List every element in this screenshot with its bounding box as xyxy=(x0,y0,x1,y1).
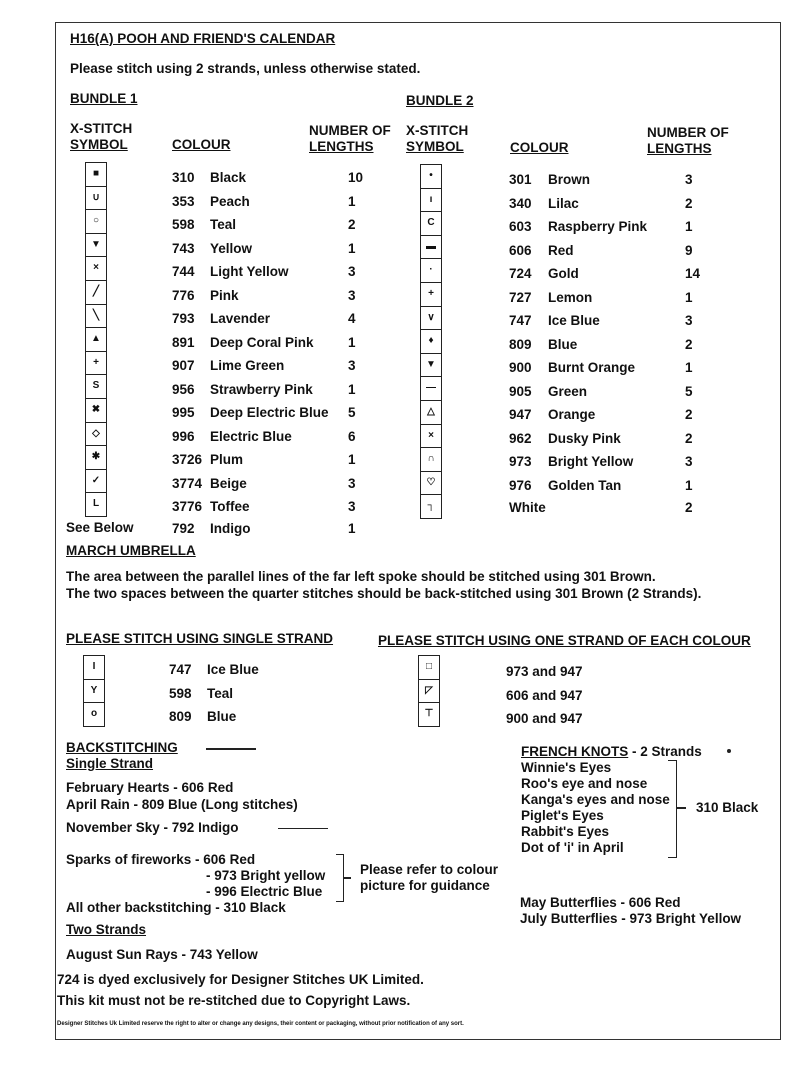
colour-name: Toffee xyxy=(210,499,250,514)
colour-name: Golden Tan xyxy=(548,477,622,493)
colour-code: 340 xyxy=(509,195,532,211)
colour-name: White xyxy=(509,500,546,515)
february-hearts: February Hearts - 606 Red xyxy=(66,780,234,795)
colour-length-count: 1 xyxy=(348,240,356,256)
french-knots-strands: - 2 Strands xyxy=(628,744,702,759)
colour-length-count: 3 xyxy=(348,358,356,373)
colour-code: 907 xyxy=(172,358,195,373)
french-brace-tick xyxy=(676,807,686,809)
colour-length-count: 3 xyxy=(685,172,693,187)
stitch-symbol-icon: ♡ xyxy=(421,472,441,496)
colour-code: 598 xyxy=(169,685,192,701)
colour-length-count: 3 xyxy=(348,499,356,514)
french-knots-header xyxy=(521,744,702,759)
stitch-symbol-icon: — xyxy=(421,377,441,401)
stitch-symbol-icon: ▲ xyxy=(86,328,106,352)
colour-name: Light Yellow xyxy=(210,264,289,279)
colour-name: Blue xyxy=(548,336,578,352)
colour-code: 598 xyxy=(172,217,195,232)
sparks-973: - 973 Bright yellow xyxy=(206,868,326,883)
french-knot-item: Dot of 'i' in April xyxy=(521,840,624,855)
french-knot-item: Kanga's eyes and nose xyxy=(521,792,670,807)
stitch-symbol-icon: ✱ xyxy=(86,446,106,470)
july-butterflies: July Butterflies - 973 Bright Yellow xyxy=(520,911,742,926)
colour-length-count: 2 xyxy=(685,195,693,211)
all-other-backstitching: All other backstitching - 310 Black xyxy=(66,900,286,915)
colour-name: Orange xyxy=(548,407,596,422)
stitch-symbol-icon: · xyxy=(421,259,441,283)
colour-row xyxy=(0,360,796,380)
colour-combination xyxy=(0,685,796,708)
colour-row xyxy=(0,334,796,357)
colour-code: 947 xyxy=(509,407,532,422)
colour-name: Yellow xyxy=(210,240,253,256)
colour-row xyxy=(0,454,796,474)
colour-name: Lemon xyxy=(548,289,593,305)
stitch-symbol-icon: ▬ xyxy=(421,236,441,260)
bundle1-colour-header: COLOUR xyxy=(172,137,231,152)
french-brace xyxy=(668,760,677,858)
colour-name: Lavender xyxy=(210,311,271,326)
french-knot-item: Roo's eye and nose xyxy=(521,776,648,791)
colour-name: Ice Blue xyxy=(548,313,600,328)
march-heading: MARCH UMBRELLA xyxy=(66,543,196,558)
colour-length-count: 3 xyxy=(348,287,356,303)
colour-name: Ice Blue xyxy=(207,662,259,677)
colour-length-count: 6 xyxy=(348,428,356,444)
colour-name: Beige xyxy=(210,475,247,491)
colour-code: 3776 xyxy=(172,499,203,514)
colour-row xyxy=(0,172,796,192)
colour-row xyxy=(0,407,796,427)
stitch-symbol-icon: ✓ xyxy=(86,470,106,494)
one-strand-heading: PLEASE STITCH USING ONE STRAND OF EACH COLOUR xyxy=(378,633,751,648)
colour-row xyxy=(0,313,796,333)
instruction-text: Please stitch using 2 strands, unless otherwise stated. xyxy=(70,61,421,76)
colour-length-count: 1 xyxy=(348,381,356,397)
bundle2-number-header-1: NUMBER OF xyxy=(647,125,729,140)
colour-length-count: 4 xyxy=(348,311,356,326)
colour-length-count: 1 xyxy=(685,360,693,375)
bundle1-number-header-2: LENGTHS xyxy=(309,139,374,154)
refer-line-2: picture for guidance xyxy=(360,878,490,893)
colour-code: 891 xyxy=(172,334,195,350)
two-strands-subheading: Two Strands xyxy=(66,922,147,937)
bundle2-symbol-header-1: X-STITCH xyxy=(406,123,469,138)
colour-combination-text: 900 and 947 xyxy=(506,711,583,726)
bundle1-heading: BUNDLE 1 xyxy=(70,91,138,106)
colour-code: 996 xyxy=(172,428,195,444)
stitch-symbol-icon: ╱ xyxy=(86,281,106,305)
backstitching-heading: BACKSTITCHING xyxy=(66,740,178,755)
colour-length-count: 5 xyxy=(685,383,693,399)
stitch-symbol-icon: ▼ xyxy=(421,354,441,378)
november-line-sample xyxy=(278,828,328,829)
colour-length-count: 1 xyxy=(685,477,693,493)
sparks-brace-tick xyxy=(343,877,351,879)
colour-length-count: 1 xyxy=(348,334,356,350)
colour-row xyxy=(0,381,796,404)
stitch-symbol-icon: ∪ xyxy=(86,187,106,211)
colour-name: Plum xyxy=(210,452,244,467)
colour-code: 724 xyxy=(509,266,532,281)
colour-length-count: 2 xyxy=(685,430,693,446)
colour-name: Teal xyxy=(210,217,237,232)
colour-row xyxy=(0,428,796,451)
colour-length-count: 10 xyxy=(348,170,364,185)
colour-length-count: 5 xyxy=(348,405,356,420)
november-sky: November Sky - 792 Indigo xyxy=(66,820,239,835)
colour-code: 353 xyxy=(172,193,195,209)
colour-name: Red xyxy=(548,242,574,258)
colour-code: 809 xyxy=(509,336,532,352)
colour-name: Brown xyxy=(548,172,590,187)
colour-name: Teal xyxy=(207,685,234,701)
colour-length-count: 3 xyxy=(348,475,356,491)
colour-length-count: 2 xyxy=(348,217,356,232)
bundle2-colour-header: COLOUR xyxy=(510,140,569,155)
colour-row xyxy=(0,500,796,520)
french-knot-dot-icon xyxy=(727,749,731,753)
colour-code: 603 xyxy=(509,219,532,234)
colour-code: 747 xyxy=(169,662,192,677)
march-line-2: The two spaces between the quarter stitches should be back-stitched using 301 Brown (2 Strands). xyxy=(66,586,702,601)
bundle1-number-header-1: NUMBER OF xyxy=(309,123,391,138)
colour-name: Burnt Orange xyxy=(548,360,636,375)
colour-name: Lilac xyxy=(548,195,579,211)
stitch-symbol-icon: L xyxy=(92,498,100,510)
colour-name: Deep Electric Blue xyxy=(210,405,329,420)
august-sun-rays: August Sun Rays - 743 Yellow xyxy=(66,947,258,962)
colour-name: Blue xyxy=(207,709,237,724)
stitch-symbol-icon: ∨ xyxy=(421,307,441,331)
march-line-1: The area between the parallel lines of the far left spoke should be stitched using 301 Brown. xyxy=(66,569,656,584)
stitch-symbol-icon: ○ xyxy=(86,210,106,234)
single-strand-heading: PLEASE STITCH USING SINGLE STRAND xyxy=(66,631,334,646)
colour-code: 3726 xyxy=(172,452,203,467)
colour-code: 606 xyxy=(509,242,532,258)
colour-code: 310 xyxy=(172,170,195,185)
stitch-symbol-icon: Y xyxy=(84,680,104,704)
sparks-fireworks: Sparks of fireworks - 606 Red xyxy=(66,852,256,867)
colour-code: 976 xyxy=(509,477,532,493)
stitch-symbol-icon: ■ xyxy=(86,163,106,187)
colour-name: Bright Yellow xyxy=(548,454,634,469)
stitch-symbol-icon: • xyxy=(421,165,441,189)
french-knots-heading: FRENCH KNOTS xyxy=(521,744,629,759)
dyed-note: 724 is dyed exclusively for Designer Stitches UK Limited. xyxy=(57,972,424,987)
stitch-symbol-icon: ı xyxy=(421,189,441,213)
colour-length-count: 2 xyxy=(685,500,693,515)
colour-code: 973 xyxy=(509,454,532,469)
colour-combination xyxy=(0,664,796,684)
colour-code: 793 xyxy=(172,311,195,326)
bundle1-symbol-header-2: SYMBOL xyxy=(70,137,128,152)
colour-code: 744 xyxy=(172,264,195,279)
colour-length-count: 2 xyxy=(685,336,693,352)
backstitch-line-sample xyxy=(206,748,256,750)
colour-length-count: 3 xyxy=(685,454,693,469)
colour-name: Peach xyxy=(210,193,250,209)
colour-code: 301 xyxy=(509,172,532,187)
colour-length-count: 9 xyxy=(685,242,693,258)
colour-code: 956 xyxy=(172,381,195,397)
colour-code: 792 xyxy=(172,521,195,536)
colour-code: 776 xyxy=(172,287,195,303)
bundle1-symbol-header-1: X-STITCH xyxy=(70,121,133,136)
stitch-symbol-icon: □ xyxy=(419,656,439,680)
stitch-symbol-icon: ╲ xyxy=(86,305,106,329)
colour-name: Black xyxy=(210,170,247,185)
colour-name: Pink xyxy=(210,287,239,303)
stitch-symbol-icon: ┐ xyxy=(427,500,435,512)
sparks-996: - 996 Electric Blue xyxy=(206,884,323,899)
french-knot-item: Rabbit's Eyes xyxy=(521,824,609,839)
stitch-symbol-icon: ◇ xyxy=(86,423,106,447)
colour-row xyxy=(0,240,796,263)
stitch-symbol-icon: + xyxy=(421,283,441,307)
colour-name: Lime Green xyxy=(210,358,285,373)
colour-length-count: 2 xyxy=(685,407,693,422)
colour-length-count: 1 xyxy=(348,521,356,536)
page-title: H16(A) POOH AND FRIEND'S CALENDAR xyxy=(70,31,336,46)
colour-row xyxy=(0,266,796,286)
french-knots-colour: 310 Black xyxy=(696,800,759,815)
may-butterflies: May Butterflies - 606 Red xyxy=(520,895,681,910)
refer-line-1: Please refer to colour xyxy=(360,862,499,877)
colour-length-count: 3 xyxy=(685,313,693,328)
stitch-symbol-icon: × xyxy=(86,257,106,281)
stitch-symbol-icon: o xyxy=(90,708,98,720)
colour-name: Gold xyxy=(548,266,579,281)
stitch-symbol-icon: ◸ xyxy=(419,680,439,704)
single-strand-subheading: Single Strand xyxy=(66,756,154,771)
colour-combination-text: 606 and 947 xyxy=(506,687,583,703)
bundle2-number-header-2: LENGTHS xyxy=(647,141,712,156)
colour-code: 3774 xyxy=(172,475,203,491)
colour-code: 995 xyxy=(172,405,195,420)
colour-name: Deep Coral Pink xyxy=(210,334,314,350)
colour-name: Raspberry Pink xyxy=(548,219,648,234)
colour-row xyxy=(0,193,796,216)
stitch-symbol-icon: × xyxy=(421,425,441,449)
stitch-symbol-icon: ♦ xyxy=(421,330,441,354)
see-below-label: See Below xyxy=(66,520,134,535)
stitch-symbol-icon: △ xyxy=(421,401,441,425)
bundle2-heading: BUNDLE 2 xyxy=(406,93,474,108)
colour-row xyxy=(0,287,796,310)
colour-length-count: 14 xyxy=(685,266,701,281)
stitch-symbol-icon: S xyxy=(86,375,106,399)
colour-code: 743 xyxy=(172,240,195,256)
colour-combination xyxy=(0,711,796,731)
colour-name: Indigo xyxy=(210,521,251,536)
colour-name: Strawberry Pink xyxy=(210,381,313,397)
stitch-symbol-icon: ⊤ xyxy=(424,708,434,720)
colour-length-count: 1 xyxy=(348,452,356,467)
colour-name: Dusky Pink xyxy=(548,430,621,446)
french-knot-item: Piglet's Eyes xyxy=(521,808,604,823)
colour-name: Electric Blue xyxy=(210,428,292,444)
copyright-note: This kit must not be re-stitched due to Copyright Laws. xyxy=(57,993,411,1008)
stitch-symbol-icon: ▼ xyxy=(86,234,106,258)
bundle2-symbol-header-2: SYMBOL xyxy=(406,139,464,154)
colour-code: 809 xyxy=(169,709,192,724)
colour-length-count: 1 xyxy=(685,289,693,305)
colour-combination-text: 973 and 947 xyxy=(506,664,583,679)
colour-row xyxy=(0,219,796,239)
stitch-symbol-icon: ✖ xyxy=(86,399,106,423)
stitch-symbol-icon: ∩ xyxy=(421,448,441,472)
stitch-symbol-icon: I xyxy=(84,656,104,680)
colour-code: 727 xyxy=(509,289,532,305)
fine-print: Designer Stitches Uk Limited reserve the right to alter or change any designs, their content or packaging, without prior notification of any sort. xyxy=(57,1021,464,1027)
colour-length-count: 3 xyxy=(348,264,356,279)
colour-code: 905 xyxy=(509,383,532,399)
colour-code: 900 xyxy=(509,360,532,375)
colour-code: 962 xyxy=(509,430,532,446)
colour-row xyxy=(0,475,796,498)
stitch-symbol-icon: + xyxy=(86,352,106,376)
french-knot-item: Winnie's Eyes xyxy=(521,760,612,775)
colour-code: 747 xyxy=(509,313,532,328)
colour-length-count: 1 xyxy=(348,193,356,209)
colour-length-count: 1 xyxy=(685,219,693,234)
colour-name: Green xyxy=(548,383,588,399)
april-rain: April Rain - 809 Blue (Long stitches) xyxy=(66,797,298,812)
stitch-symbol-icon: C xyxy=(421,212,441,236)
